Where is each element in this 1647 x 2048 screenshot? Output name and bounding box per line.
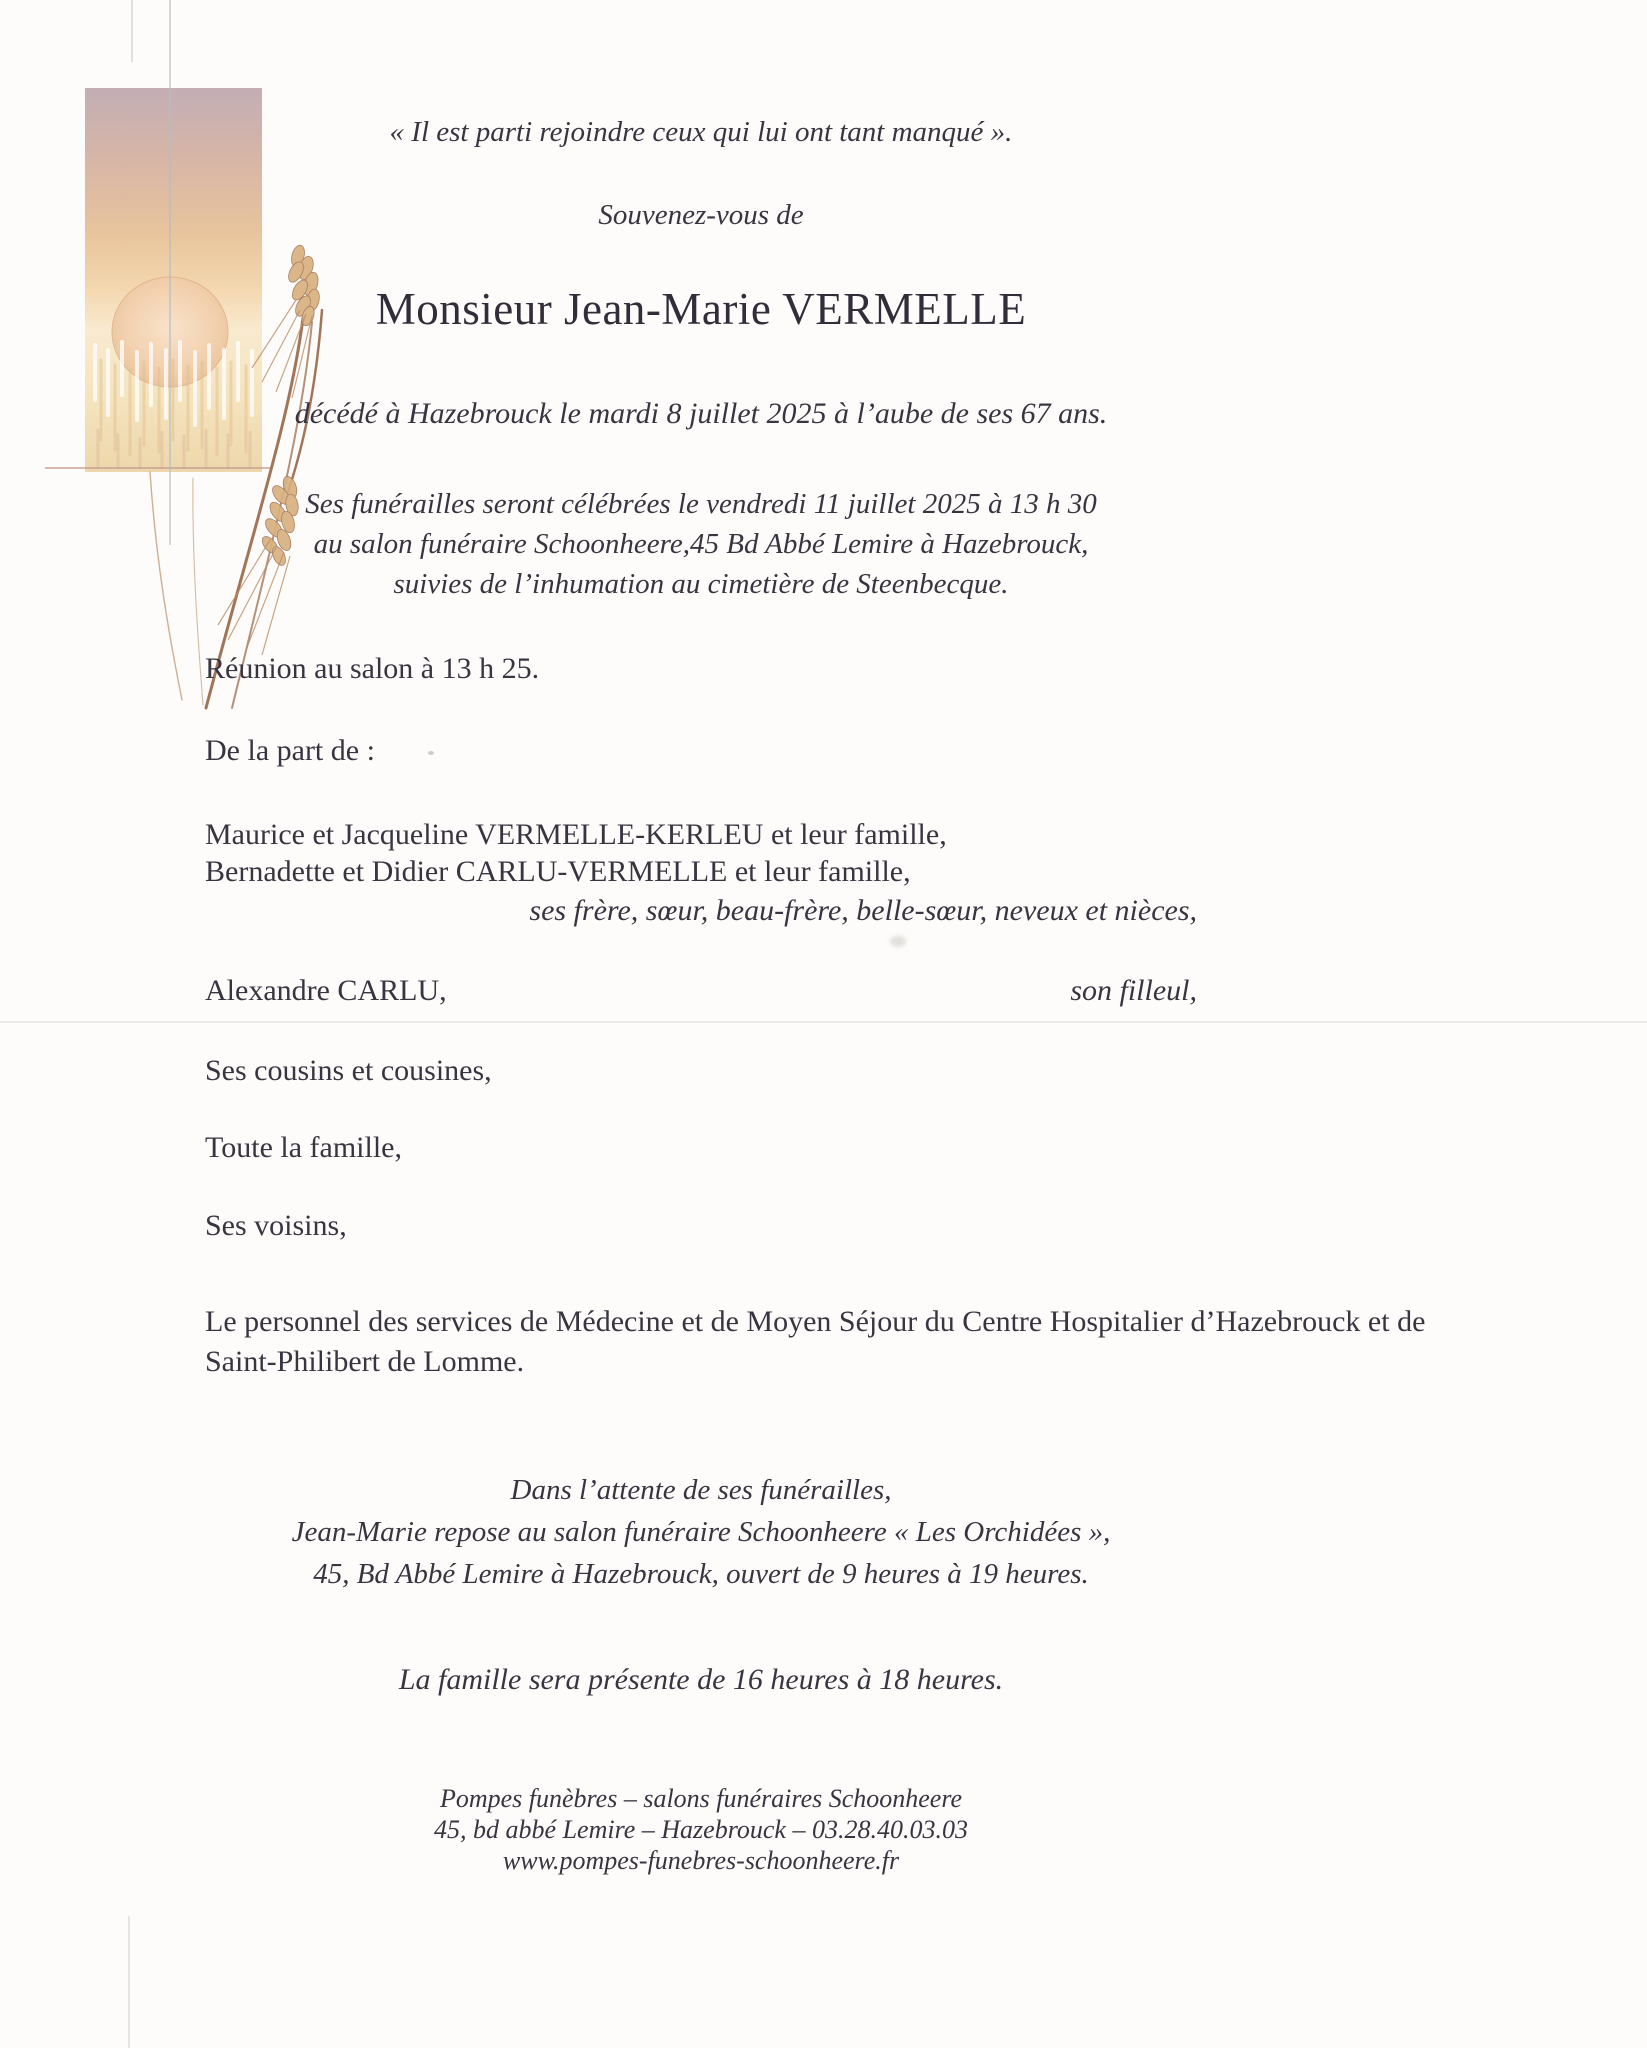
scan-fold-bottom-left <box>128 1916 130 2048</box>
funeral-line-3: suivies de l’inhumation au cimetière de Steenbecque. <box>393 568 1009 600</box>
family-couple-2: Bernadette et Didier CARLU-VERMELLE et leur famille, <box>205 855 911 888</box>
funeral-home-name: Pompes funèbres – salons funéraires Schoonheere <box>439 1784 963 1813</box>
godson-row <box>205 975 1197 1007</box>
funeral-details <box>205 484 1197 604</box>
visitation-details <box>205 1469 1197 1595</box>
scan-speck-small <box>428 751 434 755</box>
funeral-home-footer <box>205 1783 1197 1876</box>
remember-line: Souvenez-vous de <box>598 199 804 231</box>
funeral-line-2: au salon funéraire Schoonheere,45 Bd Abbé Lemire à Hazebrouck, <box>313 528 1089 560</box>
scan-fold-horizontal <box>0 1021 1647 1023</box>
funeral-line-1: Ses funérailles seront célébrées le vendredi 11 juillet 2025 à 13 h 30 <box>305 488 1097 520</box>
opening-quote: « Il est parti rejoindre ceux qui lui ont tant manqué ». <box>389 116 1013 148</box>
from-label: De la part de : <box>205 734 375 767</box>
death-date-line: décédé à Hazebrouck le mardi 8 juillet 2025 à l’aube de ses 67 ans. <box>294 397 1108 430</box>
godson-relation: son filleul, <box>1070 974 1197 1007</box>
meeting-time-line: Réunion au salon à 13 h 25. <box>205 652 540 685</box>
visitation-line-2: Jean-Marie repose au salon funéraire Schoonheere « Les Orchidées », <box>291 1516 1111 1548</box>
family-couples <box>205 816 1197 890</box>
cousins-line: Ses cousins et cousines, <box>205 1054 492 1087</box>
visitation-line-1: Dans l’attente de ses funérailles, <box>510 1474 892 1506</box>
visitation-line-3: 45, Bd Abbé Lemire à Hazebrouck, ouvert de 9 heures à 19 heures. <box>313 1558 1089 1590</box>
funeral-home-website: www.pompes-funebres-schoonheere.fr <box>502 1846 900 1875</box>
wheat-field-dawn-icon <box>0 0 400 760</box>
godson-name: Alexandre CARLU, <box>205 974 447 1007</box>
family-presence-line: La famille sera présente de 16 heures à 18 heures. <box>398 1663 1004 1696</box>
scan-smudge <box>890 936 906 947</box>
hospital-staff-line: Le personnel des services de Médecine et de Moyen Séjour du Centre Hospitalier d’Hazebrouck et de Saint-Philibert de Lomme. <box>205 1305 1426 1378</box>
deceased-name: Monsieur Jean-Marie VERMELLE <box>375 284 1027 334</box>
family-couple-1: Maurice et Jacqueline VERMELLE-KERLEU et leur famille, <box>205 818 947 851</box>
neighbors-line: Ses voisins, <box>205 1209 347 1242</box>
whole-family-line: Toute la famille, <box>205 1131 402 1164</box>
funeral-home-address: 45, bd abbé Lemire – Hazebrouck – 03.28.40.03.03 <box>434 1815 968 1844</box>
couples-relation-line: ses frère, sœur, beau-frère, belle-sœur, neveux et nièces, <box>529 894 1197 927</box>
